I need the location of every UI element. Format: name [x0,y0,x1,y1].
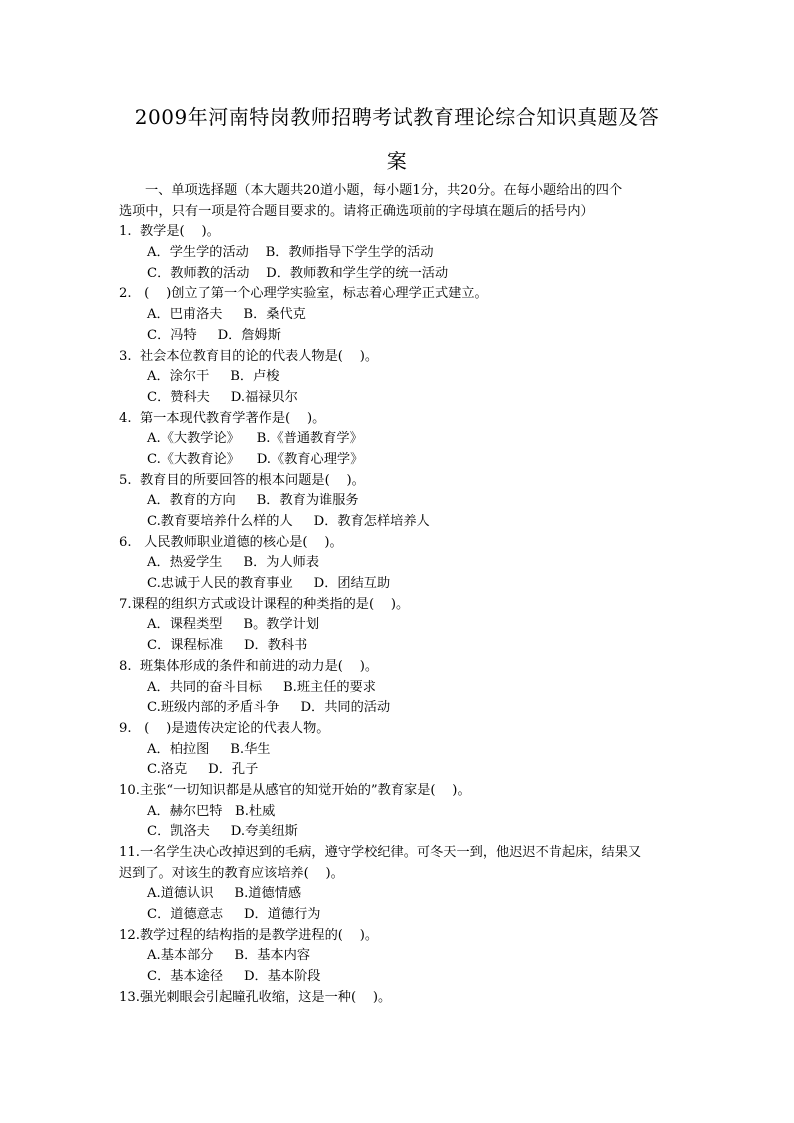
answer-options-line: A.道德认识 B.道德情感 [147,886,302,902]
answer-options-line: A．热爱学生 B．为人师表 [147,555,320,571]
question-line: 13.强光刺眼会引起瞳孔收缩，这是一种( )。 [119,989,392,1005]
answer-options-line: C．课程标准 D．教科书 [147,638,308,654]
answer-options-line: A．赫尔巴特 B.杜威 [147,803,276,819]
answer-options-line: A．巴甫洛夫 B．桑代克 [147,307,306,323]
answer-options-line: C.洛克 D．孔子 [147,762,259,778]
question-line: 1. 教学是( )。 [119,224,220,240]
answer-options-line: C．教师教的活动 D．教师教和学生学的统一活动 [147,265,449,281]
answer-options-line: C.教育要培养什么样的人 D．教育怎样培养人 [147,514,430,529]
answer-options-line: A.《大教学论》 B.《普通教育学》 [147,431,363,447]
question-line: 5. 教育目的所要回答的根本问题是( )。 [119,472,365,488]
question-line: 2. ( )创立了第一个心理学实验室，标志着心理学正式建立。 [119,286,488,302]
section-intro-line-1: 一、单项选择题（本大题共20道小题，每小题1分，共20分。在每小题给出的四个 [145,183,623,198]
document-body [119,181,679,1009]
answer-options-line: C．冯特 D．詹姆斯 [147,327,281,343]
answer-options-line: C．赞科夫 D.福禄贝尔 [147,389,298,405]
question-line: 9. ( )是遗传决定论的代表人物。 [119,720,330,736]
question-line: 迟到了。对该生的教育应该培养( )。 [119,865,344,881]
answer-options-line: A.基本部分 B．基本内容 [147,948,311,964]
question-line: 3. 社会本位教育目的论的代表人物是( )。 [119,348,379,364]
question-line: 4. 第一本现代教育学著作是( )。 [119,410,326,426]
question-line: 10.主张“一切知识都是从感官的知觉开始的”教育家是( )。 [119,782,471,798]
answer-options-line: C．凯洛夫 D.夸美纽斯 [147,824,298,840]
answer-options-line: A．学生学的活动 B．教师指导下学生学的活动 [147,245,434,261]
answer-options-line: C．道德意志 D．道德行为 [147,907,321,923]
document-title-line-2: 案 [386,149,408,173]
document-title-line-1: 2009年河南特岗教师招聘考试教育理论综合知识真题及答 [134,105,660,129]
question-line: 8. 班集体形成的条件和前进的动力是( )。 [119,658,379,674]
answer-options-line: A．教育的方向 B．教育为谁服务 [147,493,359,509]
answer-options-line: A．柏拉图 B.华生 [147,741,271,757]
answer-options-line: A．共同的奋斗目标 B.班主任的要求 [147,679,376,695]
answer-options-line: C.《大教育论》 D.《教育心理学》 [147,451,364,467]
question-line: 12.教学过程的结构指的是教学进程的( )。 [119,927,379,943]
answer-options-line: C．基本途径 D．基本阶段 [147,969,321,985]
question-line: 11.一名学生决心改掉迟到的毛病，遵守学校纪律。可冬天一到，他迟迟不肯起床，结果又 [119,845,642,860]
answer-options-line: C.班级内部的矛盾斗争 D．共同的活动 [147,700,391,716]
question-list [119,222,679,1008]
answer-options-line: A．涂尔干 B．卢梭 [147,369,280,385]
question-line: 6. 人民教师职业道德的核心是( )。 [119,534,343,550]
answer-options-line: C.忠诚于人民的教育事业 D．团结互助 [147,576,391,592]
answer-options-line: A．课程类型 B。教学计划 [147,617,320,633]
section-intro-line-2: 选项中，只有一项是符合题目要求的。请将正确选项前的字母填在题后的括号内） [119,203,594,219]
question-line: 7.课程的组织方式或设计课程的种类指的是( )。 [119,596,410,612]
